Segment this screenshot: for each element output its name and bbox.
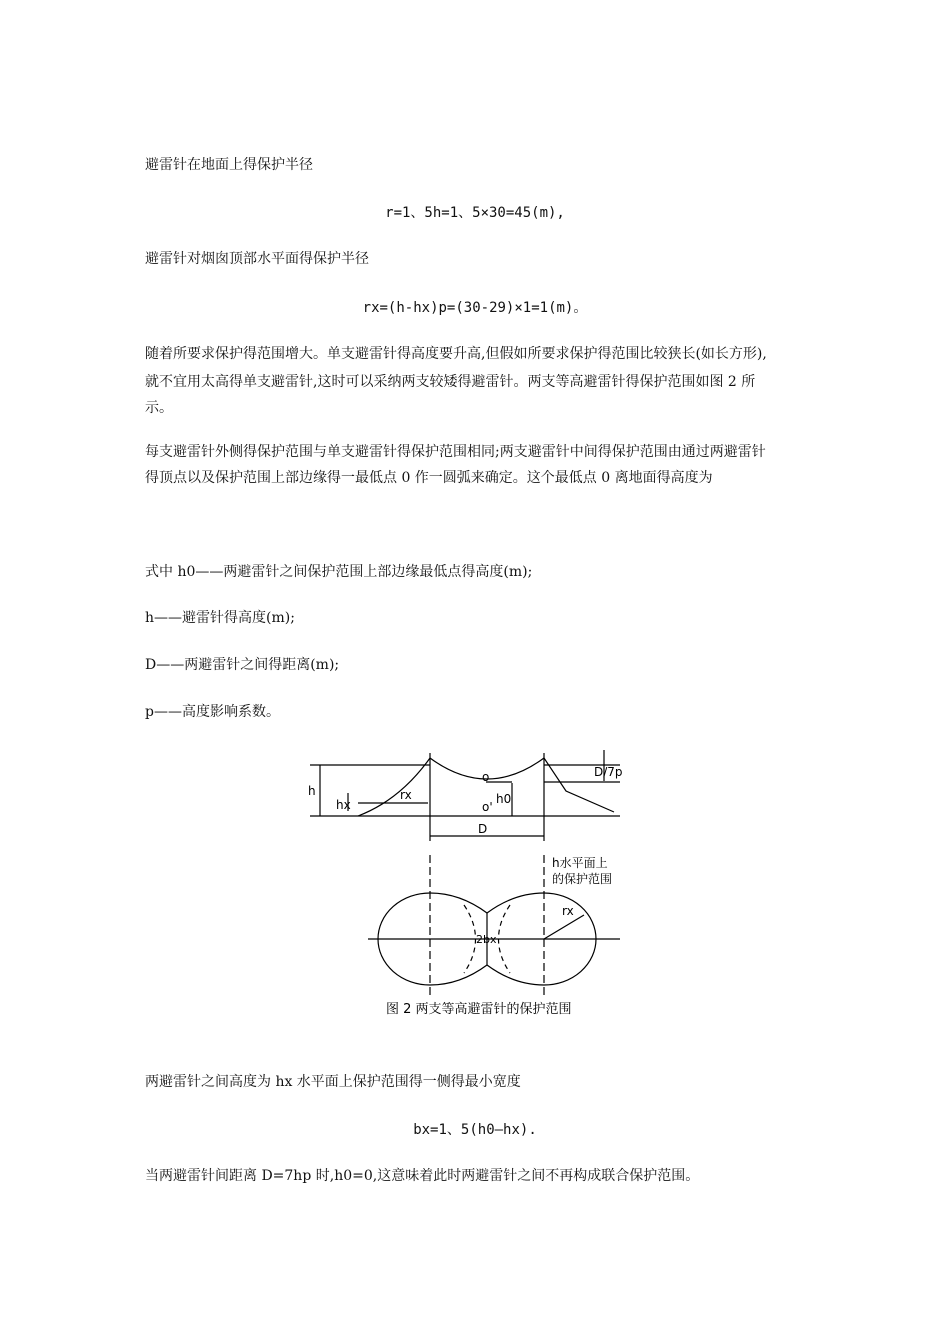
paragraph-range-line3: 示。 <box>145 400 173 416</box>
paragraph-outer-line1: 每支避雷针外侧得保护范围与单支避雷针得保护范围相同;两支避雷针中间得保护范围由通过两避雷针 <box>145 444 766 460</box>
formula-r: r=1、5h=1、5×30=45(m), <box>385 205 565 221</box>
label-hx: hx <box>336 798 351 812</box>
label-D7p: D/7p <box>594 765 623 779</box>
label-D: D <box>478 822 488 836</box>
definition-D: D——两避雷针之间得距离(m); <box>145 657 340 673</box>
paragraph-chimney-radius: 避雷针对烟囱顶部水平面得保护半径 <box>145 251 369 267</box>
definition-h: h——避雷针得高度(m); <box>145 610 295 626</box>
paragraph-range-line2: 就不宜用太高得单支避雷针,这时可以采纳两支较矮得避雷针。两支等高避雷针得保护范围如图 2 所 <box>145 374 756 390</box>
paragraph-conclusion: 当两避雷针间距离 D=7hp 时,h0=0,这意味着此时两避雷针之间不再构成联合保护范围。 <box>145 1168 700 1184</box>
rx-radius-line <box>544 915 584 939</box>
label-rx-plan: rx <box>562 904 574 918</box>
label-o: o <box>482 770 490 784</box>
paragraph-outer-line2: 得顶点以及保护范围上部边缘得一最低点 0 作一圆弧来确定。这个最低点 0 离地面得高度为 <box>145 470 713 486</box>
label-2bx: 2bx <box>476 933 497 946</box>
formula-bx: bx=1、5(h0—hx). <box>413 1122 537 1138</box>
label-plane-2: 的保护范围 <box>552 872 613 886</box>
definition-h0: 式中 h0——两避雷针之间保护范围上部边缘最低点得高度(m); <box>145 564 533 580</box>
figure-caption: 图 2 两支等高避雷针的保护范围 <box>386 1002 572 1017</box>
label-h: h <box>308 784 316 798</box>
label-plane-1: h水平面上 <box>552 856 608 870</box>
label-rx: rx <box>400 788 412 802</box>
figure-2-diagram <box>300 745 640 1030</box>
paragraph-min-width: 两避雷针之间高度为 hx 水平面上保护范围得一侧得最小宽度 <box>145 1074 521 1090</box>
left-outer-curve <box>358 758 430 816</box>
paragraph-ground-radius: 避雷针在地面上得保护半径 <box>145 157 313 173</box>
formula-rx: rx=(h-hx)p=(30-29)×1=1(m)。 <box>362 300 588 316</box>
label-h0: h0 <box>496 792 512 806</box>
definition-p: p——高度影响系数。 <box>145 704 280 720</box>
paragraph-range-line1: 随着所要求保护得范围增大。单支避雷针得高度要升高,但假如所要求保护得范围比较狭长(如长方形), <box>145 346 767 362</box>
label-o2: o' <box>482 800 493 814</box>
